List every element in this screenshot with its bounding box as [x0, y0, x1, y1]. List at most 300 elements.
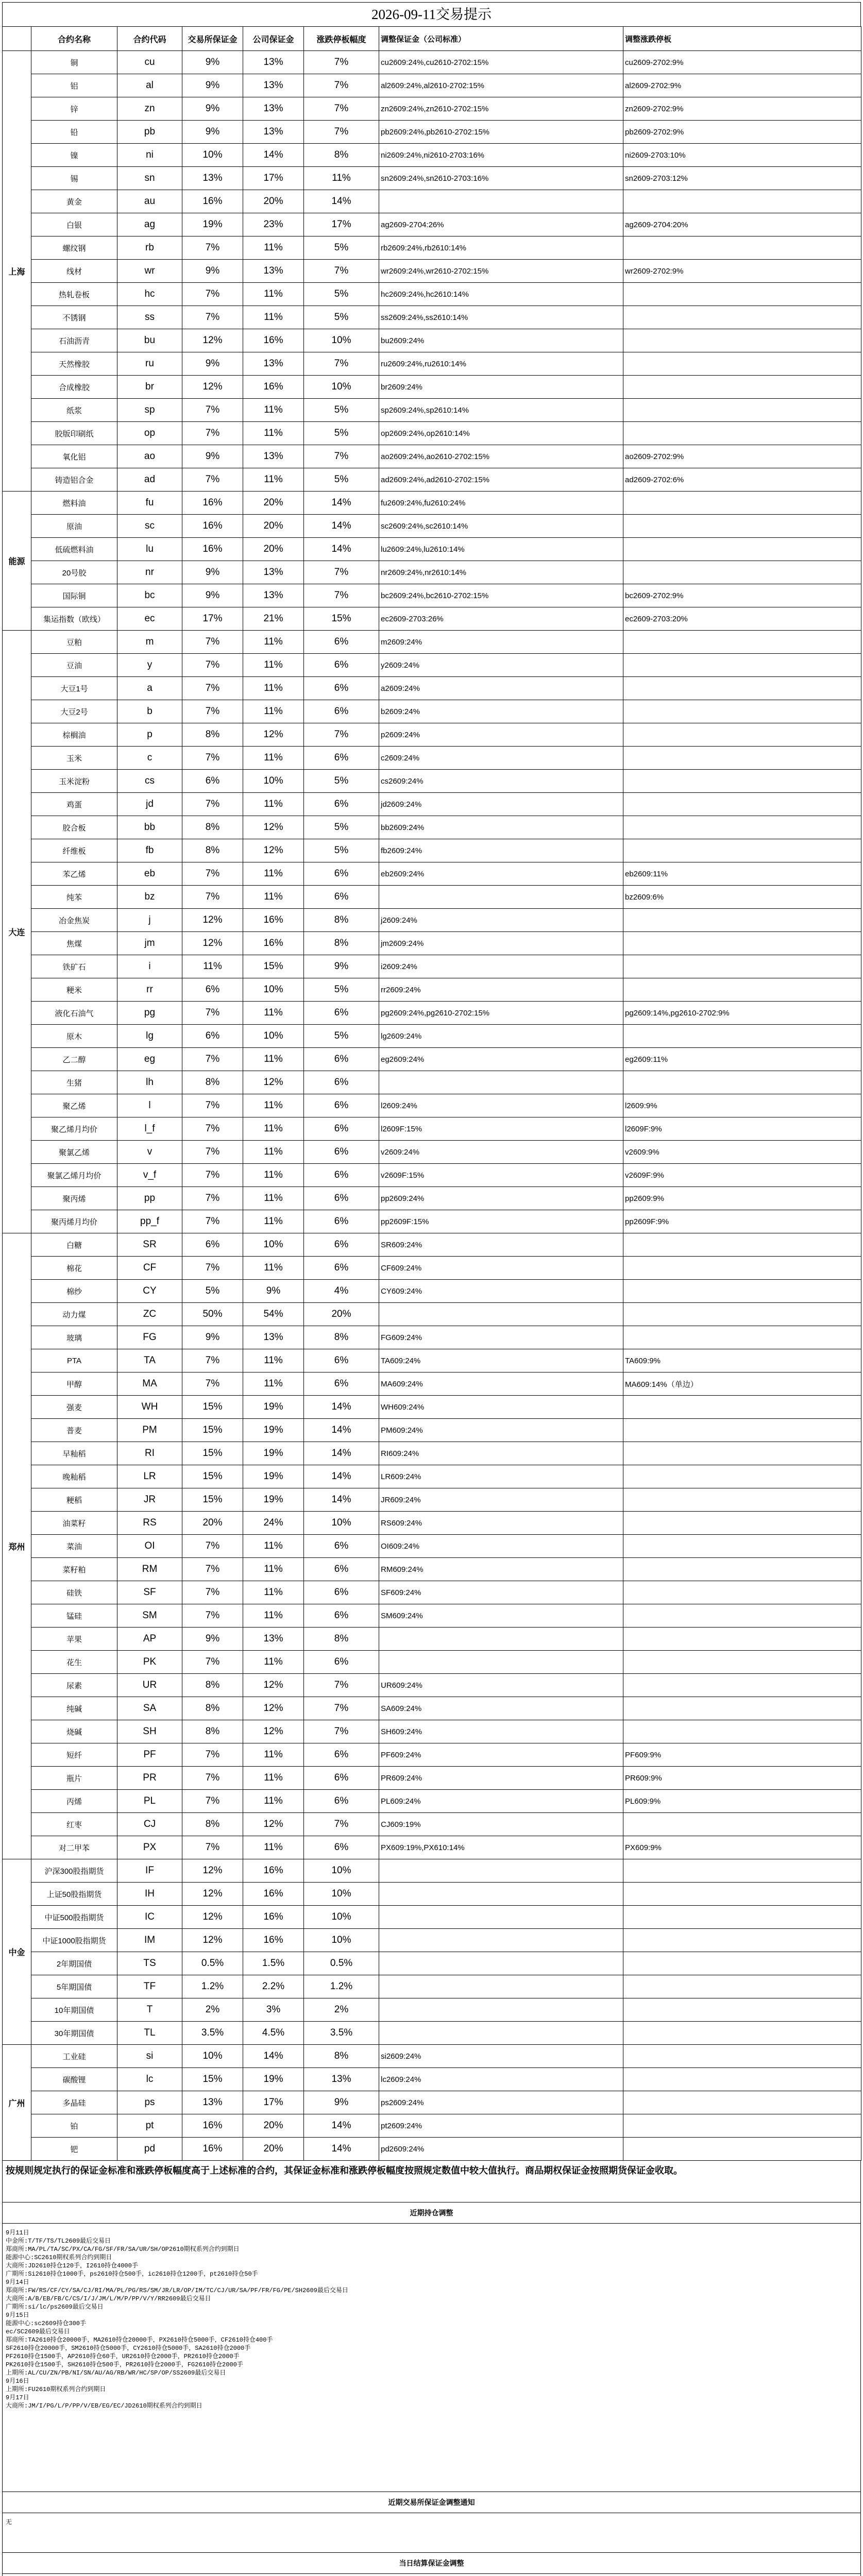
adjusted-limit-cell: [623, 422, 861, 445]
price-limit-cell: 6%: [304, 631, 379, 654]
company-margin-cell: 17%: [243, 167, 304, 190]
contract-code-cell: IM: [117, 1929, 182, 1952]
contract-name-cell: 粳米: [31, 978, 117, 1002]
adjusted-limit-cell: [623, 1025, 861, 1048]
contract-code-cell: rr: [117, 978, 182, 1002]
company-margin-cell: 13%: [243, 352, 304, 376]
exchange-margin-cell: 7%: [182, 399, 243, 422]
table-row: [3, 1952, 861, 1975]
adjusted-limit-cell: [623, 677, 861, 700]
adjusted-limit-cell: [623, 1326, 861, 1349]
contract-name-cell: 国际铜: [31, 584, 117, 607]
contract-name-cell: 氧化铝: [31, 445, 117, 468]
table-row: [3, 1233, 861, 1257]
adjusted-limit-cell: eb2609:11%: [623, 862, 861, 886]
exchange-margin-cell: 7%: [182, 468, 243, 492]
adjusted-margin-cell: SF609:24%: [379, 1581, 623, 1604]
contract-name-cell: 铅: [31, 121, 117, 144]
contract-code-cell: c: [117, 747, 182, 770]
contract-code-cell: CF: [117, 1257, 182, 1280]
adjusted-margin-cell: zn2609:24%,zn2610-2702:15%: [379, 97, 623, 121]
exchange-margin-cell: 12%: [182, 932, 243, 955]
company-margin-cell: 13%: [243, 561, 304, 584]
contract-name-cell: 锌: [31, 97, 117, 121]
contract-code-cell: v_f: [117, 1164, 182, 1187]
adjusted-limit-cell: [623, 1535, 861, 1558]
contract-name-cell: 菜油: [31, 1535, 117, 1558]
contract-name-cell: 热轧卷板: [31, 283, 117, 306]
contract-name-cell: 5年期国债: [31, 1975, 117, 1998]
adjusted-limit-cell: [623, 2138, 861, 2161]
adjusted-margin-cell: JR609:24%: [379, 1488, 623, 1512]
header-company-margin: 公司保证金: [243, 27, 304, 51]
header-price-limit: 涨跌停板幅度: [304, 27, 379, 51]
adjusted-margin-cell: UR609:24%: [379, 1674, 623, 1697]
exchange-margin-cell: 15%: [182, 1419, 243, 1442]
contract-code-cell: T: [117, 1998, 182, 2022]
exchange-margin-cell: 7%: [182, 1117, 243, 1141]
contract-code-cell: SF: [117, 1581, 182, 1604]
table-row: [3, 1141, 861, 1164]
contract-code-cell: ps: [117, 2091, 182, 2114]
adjusted-margin-cell: PX609:19%,PX610:14%: [379, 1836, 623, 1859]
table-row: [3, 1998, 861, 2022]
adjusted-limit-cell: [623, 1628, 861, 1651]
price-limit-cell: 7%: [304, 584, 379, 607]
adjusted-margin-cell: ad2609:24%,ad2610-2702:15%: [379, 468, 623, 492]
adjusted-limit-cell: [623, 2091, 861, 2114]
settlement-adjust-body: [3, 2574, 860, 2576]
price-limit-cell: 6%: [304, 1094, 379, 1117]
adjusted-margin-cell: bu2609:24%: [379, 329, 623, 352]
adjusted-margin-cell: jm2609:24%: [379, 932, 623, 955]
contract-code-cell: FG: [117, 1326, 182, 1349]
adjusted-margin-cell: lu2609:24%,lu2610:14%: [379, 538, 623, 561]
price-limit-cell: 1.2%: [304, 1975, 379, 1998]
exchange-margin-cell: 9%: [182, 561, 243, 584]
adjusted-limit-cell: [623, 816, 861, 839]
adjusted-margin-cell: pt2609:24%: [379, 2114, 623, 2138]
adjusted-margin-cell: [379, 2022, 623, 2045]
exchange-margin-cell: 8%: [182, 1674, 243, 1697]
company-margin-cell: 11%: [243, 1535, 304, 1558]
exchange-margin-cell: 12%: [182, 1859, 243, 1883]
adjusted-limit-cell: [623, 2068, 861, 2091]
price-limit-cell: 6%: [304, 1651, 379, 1674]
adjusted-margin-cell: cu2609:24%,cu2610-2702:15%: [379, 51, 623, 74]
contract-name-cell: 锰硅: [31, 1604, 117, 1628]
contract-name-cell: 天然橡胶: [31, 352, 117, 376]
position-adjust-title: 近期持仓调整: [3, 2202, 860, 2224]
table-row: [3, 236, 861, 260]
adjusted-margin-cell: [379, 1975, 623, 1998]
table-row: [3, 747, 861, 770]
contract-code-cell: eb: [117, 862, 182, 886]
adjusted-margin-cell: LR609:24%: [379, 1465, 623, 1488]
contract-name-cell: 棉花: [31, 1257, 117, 1280]
adjusted-limit-cell: [623, 723, 861, 747]
price-limit-cell: 10%: [304, 1906, 379, 1929]
contract-code-cell: pt: [117, 2114, 182, 2138]
contract-code-cell: sc: [117, 515, 182, 538]
company-margin-cell: 16%: [243, 1859, 304, 1883]
company-margin-cell: 13%: [243, 121, 304, 144]
company-margin-cell: 16%: [243, 932, 304, 955]
company-margin-cell: 11%: [243, 654, 304, 677]
company-margin-cell: 20%: [243, 190, 304, 213]
adjusted-margin-cell: pb2609:24%,pb2610-2702:15%: [379, 121, 623, 144]
exchange-margin-cell: 7%: [182, 1164, 243, 1187]
exchange-margin-cell: 7%: [182, 677, 243, 700]
contract-code-cell: sp: [117, 399, 182, 422]
contract-code-cell: pp: [117, 1187, 182, 1210]
adjusted-limit-cell: [623, 1604, 861, 1628]
exchange-margin-cell: 9%: [182, 74, 243, 97]
contract-code-cell: hc: [117, 283, 182, 306]
price-limit-cell: 14%: [304, 1465, 379, 1488]
price-limit-cell: 7%: [304, 1674, 379, 1697]
contract-code-cell: fu: [117, 492, 182, 515]
exchange-margin-cell: 5%: [182, 1280, 243, 1303]
table-row: [3, 1975, 861, 1998]
contract-code-cell: lc: [117, 2068, 182, 2091]
contract-name-cell: 沪深300股指期货: [31, 1859, 117, 1883]
contract-name-cell: 钯: [31, 2138, 117, 2161]
adjusted-margin-cell: i2609:24%: [379, 955, 623, 978]
contract-name-cell: 玻璃: [31, 1326, 117, 1349]
adjusted-margin-cell: jd2609:24%: [379, 793, 623, 816]
adjusted-margin-cell: nr2609:24%,nr2610:14%: [379, 561, 623, 584]
company-margin-cell: 16%: [243, 376, 304, 399]
adjusted-margin-cell: PR609:24%: [379, 1767, 623, 1790]
adjusted-margin-cell: [379, 886, 623, 909]
contract-name-cell: 甲醇: [31, 1372, 117, 1396]
table-row: [3, 677, 861, 700]
price-limit-cell: 6%: [304, 862, 379, 886]
adjusted-limit-cell: [623, 329, 861, 352]
table-row: [3, 955, 861, 978]
adjusted-limit-cell: [623, 236, 861, 260]
contract-code-cell: CJ: [117, 1813, 182, 1836]
adjusted-limit-cell: [623, 631, 861, 654]
company-margin-cell: 3%: [243, 1998, 304, 2022]
adjusted-margin-cell: FG609:24%: [379, 1326, 623, 1349]
adjusted-margin-cell: SR609:24%: [379, 1233, 623, 1257]
adjusted-margin-cell: hc2609:24%,hc2610:14%: [379, 283, 623, 306]
adjusted-limit-cell: wr2609-2702:9%: [623, 260, 861, 283]
contract-code-cell: SH: [117, 1720, 182, 1743]
company-margin-cell: 11%: [243, 886, 304, 909]
adjusted-margin-cell: wr2609:24%,wr2610-2702:15%: [379, 260, 623, 283]
adjusted-limit-cell: v2609F:9%: [623, 1164, 861, 1187]
contract-name-cell: 乙二醇: [31, 1048, 117, 1071]
company-margin-cell: 12%: [243, 816, 304, 839]
price-limit-cell: 10%: [304, 1859, 379, 1883]
exchange-margin-cell: 19%: [182, 213, 243, 236]
company-margin-cell: 11%: [243, 306, 304, 329]
company-margin-cell: 11%: [243, 468, 304, 492]
company-margin-cell: 24%: [243, 1512, 304, 1535]
exchange-margin-cell: 7%: [182, 700, 243, 723]
table-row: [3, 74, 861, 97]
contract-code-cell: nr: [117, 561, 182, 584]
table-row: [3, 1558, 861, 1581]
adjusted-limit-cell: PR609:9%: [623, 1767, 861, 1790]
adjusted-margin-cell: v2609F:15%: [379, 1164, 623, 1187]
contract-code-cell: cu: [117, 51, 182, 74]
table-row: [3, 1651, 861, 1674]
adjusted-margin-cell: sp2609:24%,sp2610:14%: [379, 399, 623, 422]
adjusted-limit-cell: [623, 1952, 861, 1975]
exchange-margin-cell: 7%: [182, 1048, 243, 1071]
table-row: [3, 1813, 861, 1836]
contract-code-cell: pd: [117, 2138, 182, 2161]
table-row: [3, 654, 861, 677]
price-limit-cell: 6%: [304, 1558, 379, 1581]
adjusted-margin-cell: fu2609:24%,fu2610:24%: [379, 492, 623, 515]
exchange-margin-cell: 6%: [182, 770, 243, 793]
exchange-margin-cell: 7%: [182, 747, 243, 770]
company-margin-cell: 20%: [243, 515, 304, 538]
company-margin-cell: 11%: [243, 422, 304, 445]
price-limit-cell: 8%: [304, 144, 379, 167]
exchange-margin-cell: 20%: [182, 1512, 243, 1535]
adjusted-limit-cell: [623, 1581, 861, 1604]
contract-name-cell: 铜: [31, 51, 117, 74]
exchange-margin-cell: 17%: [182, 607, 243, 631]
exchange-margin-cell: 50%: [182, 1303, 243, 1326]
contract-code-cell: si: [117, 2045, 182, 2068]
exchange-margin-cell: 8%: [182, 1720, 243, 1743]
table-row: [3, 1697, 861, 1720]
contract-name-cell: 20号胶: [31, 561, 117, 584]
adjusted-limit-cell: [623, 538, 861, 561]
contract-name-cell: 低硫燃料油: [31, 538, 117, 561]
header-exchange: [3, 27, 31, 51]
company-margin-cell: 4.5%: [243, 2022, 304, 2045]
table-row: [3, 1071, 861, 1094]
table-row: [3, 352, 861, 376]
company-margin-cell: 12%: [243, 839, 304, 862]
price-limit-cell: 8%: [304, 1326, 379, 1349]
contract-name-cell: 棉纱: [31, 1280, 117, 1303]
contract-name-cell: 动力煤: [31, 1303, 117, 1326]
table-row: [3, 445, 861, 468]
contract-code-cell: PK: [117, 1651, 182, 1674]
exchange-margin-cell: 7%: [182, 1372, 243, 1396]
table-row: [3, 584, 861, 607]
adjusted-margin-cell: RM609:24%: [379, 1558, 623, 1581]
table-row: [3, 723, 861, 747]
adjusted-limit-cell: [623, 1488, 861, 1512]
company-margin-cell: 19%: [243, 1465, 304, 1488]
contract-code-cell: al: [117, 74, 182, 97]
table-row: [3, 2022, 861, 2045]
price-limit-cell: 10%: [304, 1929, 379, 1952]
price-limit-cell: 6%: [304, 1048, 379, 1071]
adjusted-limit-cell: [623, 1419, 861, 1442]
contract-code-cell: bu: [117, 329, 182, 352]
contract-code-cell: b: [117, 700, 182, 723]
exchange-margin-cell: 12%: [182, 909, 243, 932]
price-limit-cell: 13%: [304, 2068, 379, 2091]
exchange-margin-cell: 7%: [182, 236, 243, 260]
table-row: [3, 1859, 861, 1883]
table-row: [3, 1396, 861, 1419]
adjusted-limit-cell: pb2609-2702:9%: [623, 121, 861, 144]
company-margin-cell: 14%: [243, 144, 304, 167]
exchange-margin-cell: 8%: [182, 1813, 243, 1836]
table-row: [3, 283, 861, 306]
contract-name-cell: 铝: [31, 74, 117, 97]
table-row: [3, 1488, 861, 1512]
price-limit-cell: 6%: [304, 1604, 379, 1628]
exchange-margin-cell: 12%: [182, 1929, 243, 1952]
contract-name-cell: 大豆1号: [31, 677, 117, 700]
contract-name-cell: 聚丙烯: [31, 1187, 117, 1210]
price-limit-cell: 2%: [304, 1998, 379, 2022]
exchange-margin-cell: 7%: [182, 1257, 243, 1280]
price-limit-cell: 5%: [304, 399, 379, 422]
contract-name-cell: 聚乙烯月均价: [31, 1117, 117, 1141]
table-row: [3, 932, 861, 955]
adjusted-margin-cell: [379, 1651, 623, 1674]
contract-code-cell: fb: [117, 839, 182, 862]
company-margin-cell: 13%: [243, 445, 304, 468]
company-margin-cell: 11%: [243, 1257, 304, 1280]
table-row: [3, 862, 861, 886]
adjusted-margin-cell: si2609:24%: [379, 2045, 623, 2068]
contract-code-cell: pp_f: [117, 1210, 182, 1233]
adjusted-limit-cell: [623, 561, 861, 584]
exchange-margin-cell: 7%: [182, 306, 243, 329]
price-limit-cell: 5%: [304, 306, 379, 329]
exchange-margin-cell: 7%: [182, 1790, 243, 1813]
adjusted-margin-cell: sc2609:24%,sc2610:14%: [379, 515, 623, 538]
contract-code-cell: SA: [117, 1697, 182, 1720]
company-margin-cell: 14%: [243, 2045, 304, 2068]
contract-code-cell: PL: [117, 1790, 182, 1813]
company-margin-cell: 11%: [243, 283, 304, 306]
adjusted-limit-cell: [623, 1280, 861, 1303]
exchange-margin-cell: 7%: [182, 1002, 243, 1025]
price-limit-cell: 8%: [304, 909, 379, 932]
price-limit-cell: 6%: [304, 1349, 379, 1372]
contract-name-cell: 白糖: [31, 1233, 117, 1257]
adjusted-limit-cell: cu2609-2702:9%: [623, 51, 861, 74]
price-limit-cell: 8%: [304, 1628, 379, 1651]
exchange-margin-cell: 7%: [182, 1581, 243, 1604]
contract-code-cell: wr: [117, 260, 182, 283]
price-limit-cell: 5%: [304, 978, 379, 1002]
price-limit-cell: 14%: [304, 492, 379, 515]
adjusted-margin-cell: c2609:24%: [379, 747, 623, 770]
adjusted-margin-cell: [379, 1906, 623, 1929]
adjusted-margin-cell: CJ609:19%: [379, 1813, 623, 1836]
adjusted-limit-cell: [623, 909, 861, 932]
company-margin-cell: 15%: [243, 955, 304, 978]
adjusted-limit-cell: [623, 1883, 861, 1906]
contract-name-cell: 苯乙烯: [31, 862, 117, 886]
adjusted-limit-cell: PX609:9%: [623, 1836, 861, 1859]
price-limit-cell: 6%: [304, 1210, 379, 1233]
adjusted-margin-cell: RS609:24%: [379, 1512, 623, 1535]
adjusted-margin-cell: PM609:24%: [379, 1419, 623, 1442]
price-limit-cell: 6%: [304, 654, 379, 677]
company-margin-cell: 19%: [243, 2068, 304, 2091]
adjusted-limit-cell: [623, 1674, 861, 1697]
adjusted-limit-cell: [623, 1975, 861, 1998]
price-limit-cell: 8%: [304, 932, 379, 955]
table-row: [3, 1326, 861, 1349]
exchange-margin-cell: 7%: [182, 283, 243, 306]
price-limit-cell: 6%: [304, 1836, 379, 1859]
contract-code-cell: ru: [117, 352, 182, 376]
adjusted-limit-cell: [623, 1512, 861, 1535]
adjusted-margin-cell: [379, 1952, 623, 1975]
adjusted-limit-cell: [623, 1929, 861, 1952]
company-margin-cell: 11%: [243, 631, 304, 654]
adjusted-margin-cell: [379, 1071, 623, 1094]
exchange-margin-cell: 15%: [182, 1488, 243, 1512]
price-limit-cell: 7%: [304, 1813, 379, 1836]
adjusted-margin-cell: CY609:24%: [379, 1280, 623, 1303]
adjusted-limit-cell: sn2609-2703:12%: [623, 167, 861, 190]
contract-code-cell: LR: [117, 1465, 182, 1488]
header-adjusted-limit: 调整涨跌停板: [623, 27, 861, 51]
table-row: [3, 1442, 861, 1465]
contract-name-cell: 粳稻: [31, 1488, 117, 1512]
company-margin-cell: 11%: [243, 1210, 304, 1233]
price-limit-cell: 6%: [304, 677, 379, 700]
adjusted-limit-cell: [623, 1396, 861, 1419]
price-limit-cell: 5%: [304, 468, 379, 492]
table-row: [3, 1280, 861, 1303]
contract-name-cell: 玉米: [31, 747, 117, 770]
table-row: [3, 329, 861, 352]
adjusted-limit-cell: pg2609:14%,pg2610-2702:9%: [623, 1002, 861, 1025]
table-row: [3, 909, 861, 932]
contract-code-cell: op: [117, 422, 182, 445]
table-row: [3, 1257, 861, 1280]
contract-code-cell: ec: [117, 607, 182, 631]
contract-code-cell: bc: [117, 584, 182, 607]
exchange-margin-cell: 7%: [182, 1094, 243, 1117]
exchange-margin-cell: 13%: [182, 2091, 243, 2114]
contract-name-cell: 铸造铝合金: [31, 468, 117, 492]
contract-code-cell: CY: [117, 1280, 182, 1303]
adjusted-limit-cell: ao2609-2702:9%: [623, 445, 861, 468]
exchange-cell: 中金: [3, 1859, 31, 2045]
company-margin-cell: 11%: [243, 1094, 304, 1117]
company-margin-cell: 9%: [243, 1280, 304, 1303]
contract-code-cell: jm: [117, 932, 182, 955]
exchange-margin-cell: 7%: [182, 422, 243, 445]
contract-name-cell: 棕榈油: [31, 723, 117, 747]
table-row: [3, 1836, 861, 1859]
contract-code-cell: ao: [117, 445, 182, 468]
exchange-margin-cell: 9%: [182, 260, 243, 283]
adjusted-limit-cell: [623, 770, 861, 793]
table-row: [3, 1720, 861, 1743]
table-row: [3, 1465, 861, 1488]
contract-code-cell: SM: [117, 1604, 182, 1628]
adjusted-limit-cell: eg2609:11%: [623, 1048, 861, 1071]
table-row: [3, 121, 861, 144]
price-limit-cell: 14%: [304, 1442, 379, 1465]
company-margin-cell: 16%: [243, 1906, 304, 1929]
adjusted-margin-cell: ec2609-2703:26%: [379, 607, 623, 631]
